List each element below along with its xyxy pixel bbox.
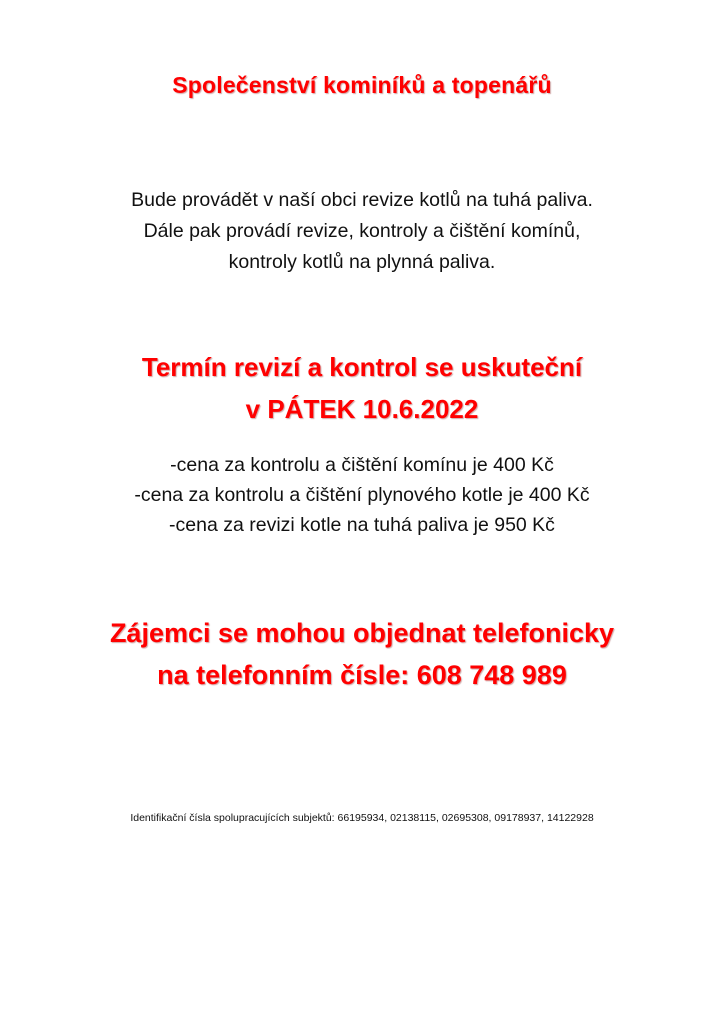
document-title: Společenství kominíků a topenářů: [172, 72, 552, 98]
price-list: [0, 450, 724, 540]
intro-line: Dále pak provádí revize, kontroly a čištění komínů,: [143, 220, 581, 242]
term-line: Termín revizí a kontrol se uskuteční: [141, 352, 583, 382]
intro-line: kontroly kotlů na plynná paliva.: [228, 251, 496, 273]
footer-identification: Identifikační čísla spolupracujících subjektů: 66195934, 02138115, 02695308, 09178937, 14122928: [130, 812, 594, 824]
intro-paragraph: [0, 185, 724, 278]
contact-line: Zájemci se mohou objednat telefonicky: [109, 618, 615, 648]
price-item: -cena za kontrolu a čištění komínu je 400 Kč: [170, 454, 554, 476]
term-announcement: [0, 346, 724, 430]
intro-line: Bude provádět v naší obci revize kotlů na tuhá paliva.: [131, 189, 593, 211]
contact-announcement: [0, 612, 724, 696]
price-item: -cena za kontrolu a čištění plynového kotle je 400 Kč: [134, 484, 590, 506]
price-item: -cena za revizi kotle na tuhá paliva je 950 Kč: [169, 514, 555, 536]
contact-phone-line: na telefonním čísle: 608 748 989: [157, 660, 567, 690]
term-date-line: v PÁTEK 10.6.2022: [245, 394, 479, 424]
